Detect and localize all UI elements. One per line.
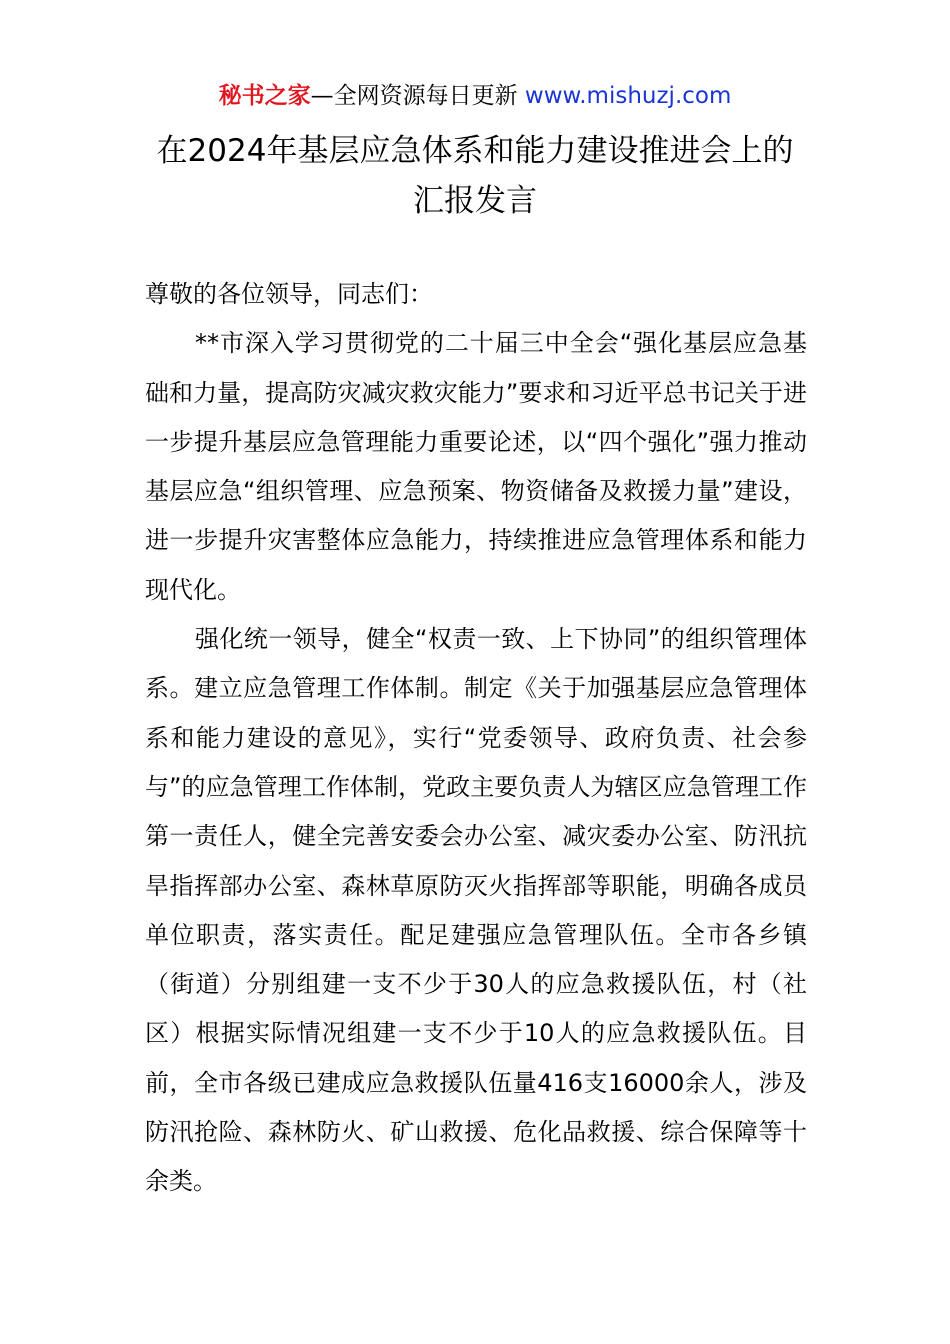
site-banner bbox=[0, 80, 950, 112]
document-title bbox=[100, 126, 850, 226]
title-line-1: 在2024年基层应急体系和能力建设推进会上的 bbox=[156, 133, 794, 169]
document-body bbox=[145, 270, 807, 1207]
site-url[interactable]: www.mishuzj.com bbox=[524, 83, 732, 109]
paragraph-leadership: 强化统一领导，健全“权责一致、上下协同”的组织管理体系。建立应急管理工作体制。制定《关于加强基层应急管理体系和能力建设的意见》，实行“党委领导、政府负责、社会参与”的应急管理工作体制，党政主要负责人为辖区应急管理工作第一责任人，健全完善安委会办公室、减灾委办公室、防汛抗旱指挥部办公室、森林草原防灭火指挥部等职能，明确各成员单位职责，落实责任。配足建强应急管理队伍。全市各乡镇（街道）分别组建一支不少于30人的应急救援队伍，村（社区）根据实际情况组建一支不少于10人的应急救援队伍。目前，全市各级已建成应急救援队伍量416支16000余人，涉及防汛抢险、森林防火、矿山救援、危化品救援、综合保障等十余类。 bbox=[145, 625, 807, 1196]
paragraph-intro: **市深入学习贯彻党的二十届三中全会“强化基层应急基础和力量，提高防灾减灾救灾能力”要求和习近平总书记关于进一步提升基层应急管理能力重要论述，以“四个强化”强力推动基层应急“组织管理、应急预案、物资储备及救援力量”建设，进一步提升灾害整体应急能力，持续推进应急管理体系和能力现代化。 bbox=[145, 329, 807, 604]
salutation: 尊敬的各位领导，同志们： bbox=[145, 280, 433, 308]
site-tagline: —全网资源每日更新 bbox=[310, 83, 518, 109]
title-line-2: 汇报发言 bbox=[413, 183, 537, 219]
site-brand: 秘书之家 bbox=[218, 83, 311, 109]
